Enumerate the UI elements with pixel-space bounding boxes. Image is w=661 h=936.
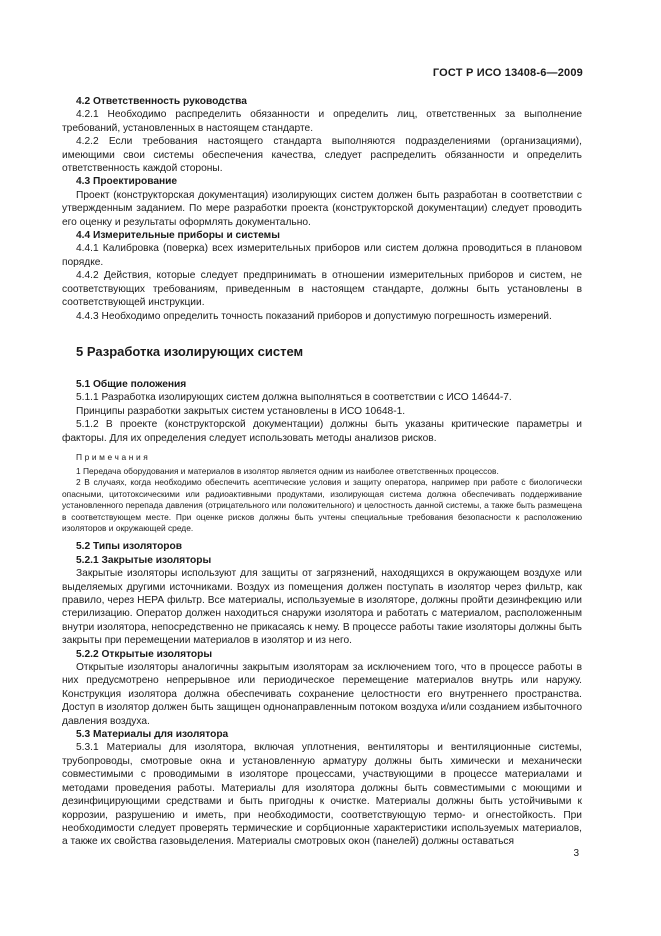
para-4-2-2: 4.2.2 Если требования настоящего стандарта выполняются подразделениями (организациями), имеющими свои системы обеспечения качества, следует распределить обязанности и определить ответственность каждой стороны. [62, 136, 582, 175]
heading-5-2-2: 5.2.2 Открытые изоляторы [76, 648, 213, 660]
standard-header: ГОСТ Р ИСО 13408-6—2009 [432, 67, 583, 79]
para-5-3-1: 5.3.1 Материалы для изолятора, включая уплотнения, вентиляторы и вентиляционные системы, трубопроводы, смотровые окна и установленную арматуру должны быть химически и механически совместимыми с проводимыми в изоляторе процессами, участвующими в процессе материалами и методами проведения работы. Материалы для изолятора должны быть совместимыми с моющими и дезинфицирующими средствами и быть пригодны к очистке. Материалы должны быть устойчивыми к коррозии, разрушению и иметь, при необходимости, соответствующую термо- и огнестойкость. При необходимости следует проверять термические и сорбционные характеристики используемых материалов, а также их свойства газовыделения. Материалы смотровых окон (панелей) должны оставаться [62, 742, 582, 848]
heading-5-2-1: 5.2.1 Закрытые изоляторы [76, 554, 212, 566]
para-5-1-1b: Принципы разработки закрытых систем установлены в ИСО 10648-1. [76, 405, 406, 417]
heading-4-2: 4.2 Ответственность руководства [76, 96, 247, 107]
note-2: 2 В случаях, когда необходимо обеспечить асептические условия и защиту оператора, например при работе с биологически опасными, цитотоксическими или радиоактивными продуктами, изолирующая система должна обеспечивать поддерживание установленного перепада давления (отрицательного или положительного) и целостность данной системы, а также быть размещена в соответствующем месте. При оценке рисков должны быть учтены специальные требования безопасности к расположению изоляторов и окружающей среде. [62, 477, 582, 533]
heading-5-2: 5.2 Типы изоляторов [76, 541, 183, 553]
note-1: 1 Передача оборудования и материалов в изолятор является одним из наиболее ответственных процессов. [76, 465, 499, 476]
para-4-3: Проект (конструкторская документация) изолирующих систем должен быть разработан в соответствии с утвержденным заданием. По мере разработки проекта (конструкторской документации) следует проводить его оценку и результаты оформлять документально. [62, 189, 582, 228]
heading-5-1: 5.1 Общие положения [76, 378, 187, 390]
document-body [62, 95, 582, 849]
heading-section-5: 5 Разработка изолирующих систем [76, 343, 304, 359]
heading-4-4: 4.4 Измерительные приборы и системы [76, 230, 280, 242]
para-5-2-2: Открытые изоляторы аналогичны закрытым изоляторам за исключением того, что в процессе работы в них предусмотрено непрерывное или периодическое перемещение материалов внутрь или наружу. Конструкция изолятора должна обеспечивать сохранение целостности его внутреннего пространства. Доступ в изолятор должен быть защищен однонаправленным потоком воздуха и/или созданием избыточного давления воздуха. [62, 662, 582, 727]
para-5-2-1: Закрытые изоляторы используют для защиты от загрязнений, находящихся в окружающем воздухе или выделяемых другими источниками. Воздух из помещения должен поступать в изолятор через фильтр, как правило, через НЕРА фильтр. Все материалы, используемые в изоляторе, должны пройти дезинфекцию или стерилизацию. Оператор должен находиться снаружи изолятора и работать с материалом, расположенным внутри изолятора, непосредственно не прикасаясь к нему. В процессе работы такие изоляторы должны быть закрыты при перемещении материалов в изолятор и из него. [62, 568, 582, 647]
para-5-1-2: 5.1.2 В проекте (конструкторской документации) должны быть указаны критические параметры и факторы. Для их определения следует использовать методы анализов рисков. [62, 419, 582, 444]
heading-5-3: 5.3 Материалы для изолятора [76, 729, 229, 741]
page-number: 3 [573, 848, 579, 859]
notes-title: Примечания [76, 451, 151, 462]
para-5-1-1: 5.1.1 Разработка изолирующих систем должна выполняться в соответствии с ИСО 14644-7. [76, 392, 512, 404]
para-4-4-3: 4.4.3 Необходимо определить точность показаний приборов и допустимую погрешность измерений. [76, 310, 552, 322]
para-4-4-2: 4.4.2 Действия, которые следует предпринимать в отношении измерительных приборов и систем, не соответствующих требованиям, приведенным в настоящем стандарте, должны быть установлены в соответствующей инструкции. [62, 270, 582, 309]
para-4-2-1: 4.2.1 Необходимо распределить обязанности и определить лиц, ответственных за выполнение требований, установленных в настоящем стандарте. [62, 109, 582, 134]
para-4-4-1: 4.4.1 Калибровка (поверка) всех измерительных приборов или систем должна проводиться в плановом порядке. [62, 243, 582, 268]
heading-4-3: 4.3 Проектирование [76, 176, 178, 188]
